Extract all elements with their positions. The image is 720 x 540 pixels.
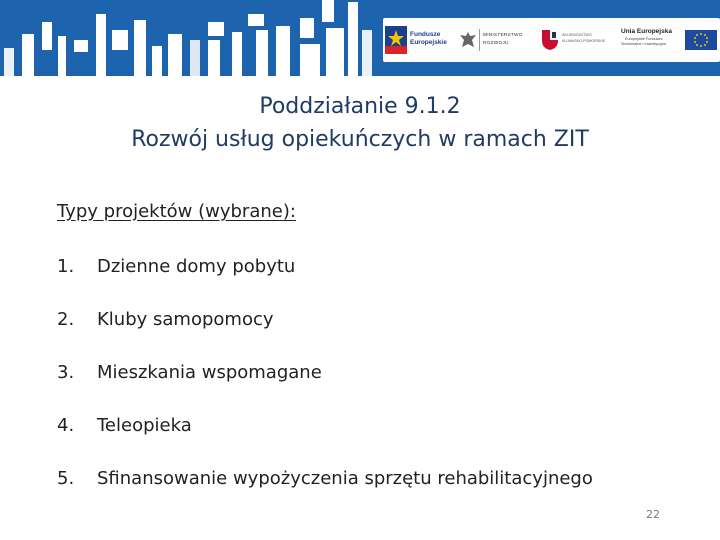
fundusze-europejskie-logo xyxy=(385,18,455,62)
list-item-number: 5. xyxy=(57,468,75,489)
ue-title: Unia Europejska xyxy=(621,28,672,35)
wojewodztwo-line1: WOJEWÓDZTWO xyxy=(562,33,592,37)
wojewodztwo-logo xyxy=(541,18,619,62)
ue-line1: Europejskie Fundusze xyxy=(625,37,663,41)
ministerstwo-rozwoju-logo xyxy=(459,18,539,62)
unia-europejska-logo xyxy=(619,18,719,62)
project-types-heading: Typy projektów (wybrane): xyxy=(57,201,296,222)
logo-strip xyxy=(383,18,720,62)
slide-title-line2: Rozwój usług opiekuńczych w ramach ZIT xyxy=(131,127,589,152)
list-item-text: Teleopieka xyxy=(97,415,192,436)
list-item-number: 1. xyxy=(57,256,75,277)
eu-flag-icon xyxy=(685,30,717,50)
slide-title xyxy=(0,90,720,156)
ministerstwo-line2: ROZWOJU xyxy=(483,41,509,46)
fe-star-icon xyxy=(385,26,407,54)
header-banner xyxy=(0,0,720,76)
list-item-text: Sfinansowanie wypożyczenia sprzętu rehabilitacyjnego xyxy=(97,468,593,489)
list-item-number: 4. xyxy=(57,415,75,436)
list-item-text: Mieszkania wspomagane xyxy=(97,362,322,383)
decorative-blocks xyxy=(0,0,380,76)
list-item-text: Dzienne domy pobytu xyxy=(97,256,296,277)
list-item-text: Kluby samopomocy xyxy=(97,309,274,330)
list-item xyxy=(57,412,593,465)
list-item-number: 3. xyxy=(57,362,75,383)
list-item xyxy=(57,253,593,306)
list-item xyxy=(57,359,593,412)
project-types-list xyxy=(57,253,593,518)
ministerstwo-line1: MINISTERSTWO xyxy=(483,33,523,38)
page-number: 22 xyxy=(646,508,660,521)
ue-line2: Strukturalne i Inwestycyjne xyxy=(621,42,667,46)
list-item xyxy=(57,306,593,359)
fe-line2: Europejskie xyxy=(410,39,447,46)
wojewodztwo-line2: KUJAWSKO-POMORSKIE xyxy=(562,39,605,43)
list-item xyxy=(57,465,593,518)
slide-title-line1: Poddziałanie 9.1.2 xyxy=(259,94,461,119)
coat-of-arms-icon xyxy=(541,29,559,51)
fe-line1: Fundusze xyxy=(410,31,441,38)
eagle-icon xyxy=(459,30,477,50)
list-item-number: 2. xyxy=(57,309,75,330)
